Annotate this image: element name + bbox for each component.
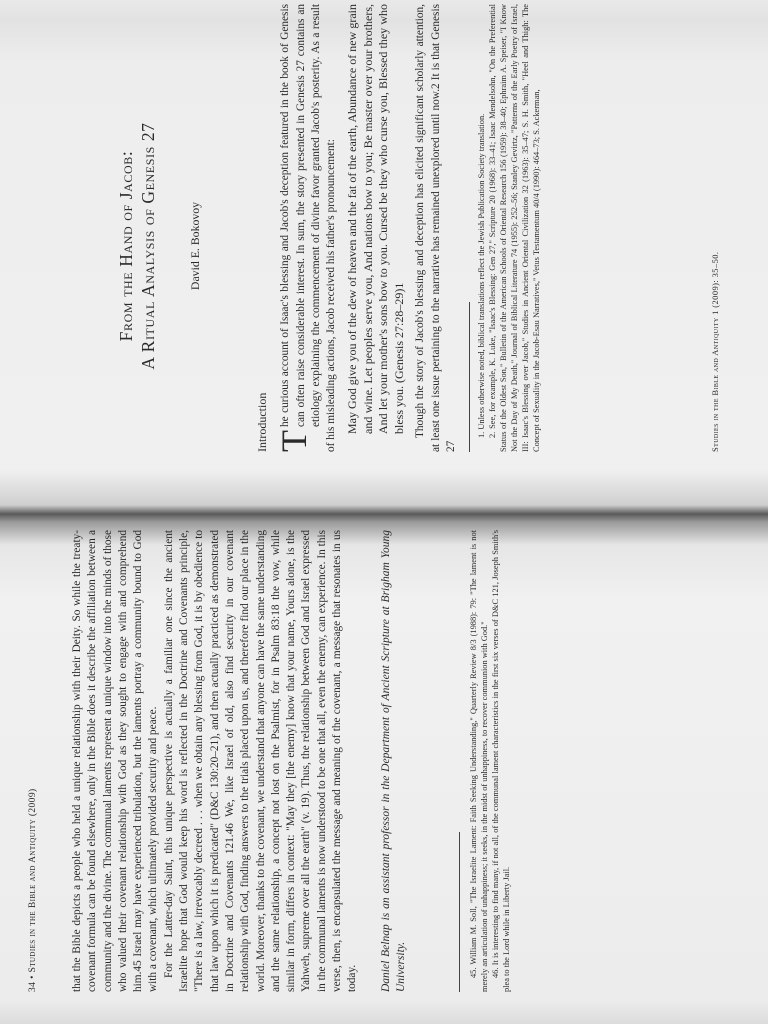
body-paragraph: For the Latter-day Saint, this unique perspective is actually a familiar one since the ancient Israelite hope that God would keep his word is reflected in the Doctrine and Covenants principle, "There is a law, irrevocably decreed . . . when we obtain any blessing from God, it is by obedience to that law upon which it is predicated" (D&C 130:20–21), and then actually practiced as demonstrated in Doctrine and Covenants 121.46 We, like Israel of old, also find security in our covenant relationship with God, finding answers to the trials placed upon us, and therefore find our place in the world. Moreover, thanks to the covenant, we understand that anyone can have the same understanding and the same relationship, a concept not lost on the Psalmist, for in Psalm 83:18 the vow, while similar in form, differs in context: "May they [the enemy] know that your name, Yours alone, is the Yahweh, supreme over all the earth" (v. 19). Thus, the relationship between God and Israel expressed in the communal laments is now understood to be one that all, even the enemy, can experience. In this verse, then, is encapsulated the message and meaning of the covenant, a message that resonates in us today.: [162, 530, 359, 992]
left-page: [0, 524, 768, 1024]
intro-text: he curious account of Isaac's blessing and Jacob's deception featured in the book of Genesis can often raise considerable interest. In sum, the story presented in Genesis 27 contains an etiology explaining the commencement of divine favor granted Jacob's posterity. As a result of his misleading actions, Jacob received his father's pronouncement:: [279, 4, 338, 452]
drop-cap: T: [274, 430, 315, 452]
running-header: 34 • Studies in the Bible and Antiquity (2009): [28, 788, 38, 992]
footnote: 1. Unless otherwise noted, biblical translations reflect the Jewish Publication Society translation.: [477, 113, 487, 438]
article-title-line2: A Ritual Analysis of Genesis 27: [138, 122, 158, 370]
right-page: [0, 0, 768, 492]
intro-paragraph: [274, 4, 339, 452]
footnote: 2. See, for example, K. Luke, "Isaac's Blessing: Gen 27," Scripture 20 (1968): 33–41; Isaac Mendelsohn, "On the Preferential Status of the Oldest Son," Bulletin of the American Schools of Oriental Research 156 (1959): 38–40; Ephraim A. Speiser, "I Know Not the Day of My Death," Journal of Biblical Literature 74 (1955): 252–56; Stanley Gevirtz, "Patterns of the Early Poetry of Israel, III: Isaac's Blessing over Jacob," Studies in Ancient Oriental Civilization 32 (1963): 35–47; S. H. Smith, "Heel and Thigh: The Concept of Sexuality in the Jacob-Esau Narratives," Vetus Testamentum 40/4 (1990): 464–73; S. Ackerman,: [488, 4, 542, 452]
journal-footer: Studies in the Bible and Antiquity 1 (2009): 35–50.: [710, 251, 720, 452]
right-text-column: [255, 4, 542, 452]
footnote-rule: [469, 302, 470, 452]
left-text-column: [70, 530, 512, 992]
author-name: David E. Bokovoy: [188, 201, 202, 291]
footnote-rule: [459, 832, 460, 992]
author-bio: Daniel Belnap is an assistant professor in the Department of Ancient Scripture at Brigham Young University.: [379, 530, 407, 992]
footnote: 46. It is interesting to find many, if not all, of the communal lament characteristics in the first six verses of D&C 121, Joseph Smith's plea to the Lord while in Liberty Jail.: [490, 530, 511, 992]
block-quote: May God give you of the dew of heaven and the fat of the earth, Abundance of new grain and wine. Let peoples serve you, And nations bow to you; Be master over your brothers, And let your mother's sons bow to you. Cursed be they who curse you, Blessed they who bless you. (Genesis 27:28–29)1: [345, 4, 406, 434]
footnote: 45. William M. Soll, "The Israelite Lament: Faith Seeking Understanding," Quarterly Review 8/3 (1988): 79: "The lament is not merely an articulation of unhappiness; it seeks, in the midst of unhappiness, to recover communion with God.": [468, 530, 489, 992]
body-paragraph: Though the story of Jacob's blessing and deception has elicited significant scholarly attention, at least one issue pertaining to the narrative has remained unexplored until now.2 It is that Genesis 27: [414, 4, 458, 452]
section-heading: Introduction: [255, 392, 269, 452]
body-paragraph: that the Bible depicts a people who held a unique relationship with their Deity. So while the treaty-covenant formula can be found elsewhere, only in the Bible does it describe the affiliation between a community and the divine. The communal laments represent a unique window into the minds of those who valued their covenant relationship with God as they sought to engage with and comprehend him.45 Israel may have experienced tribulation, but the laments portray a community bound to God with a covenant, which ultimately provided security and peace.: [71, 530, 160, 992]
article-title-line1: From the Hand of Jacob:: [116, 150, 136, 342]
